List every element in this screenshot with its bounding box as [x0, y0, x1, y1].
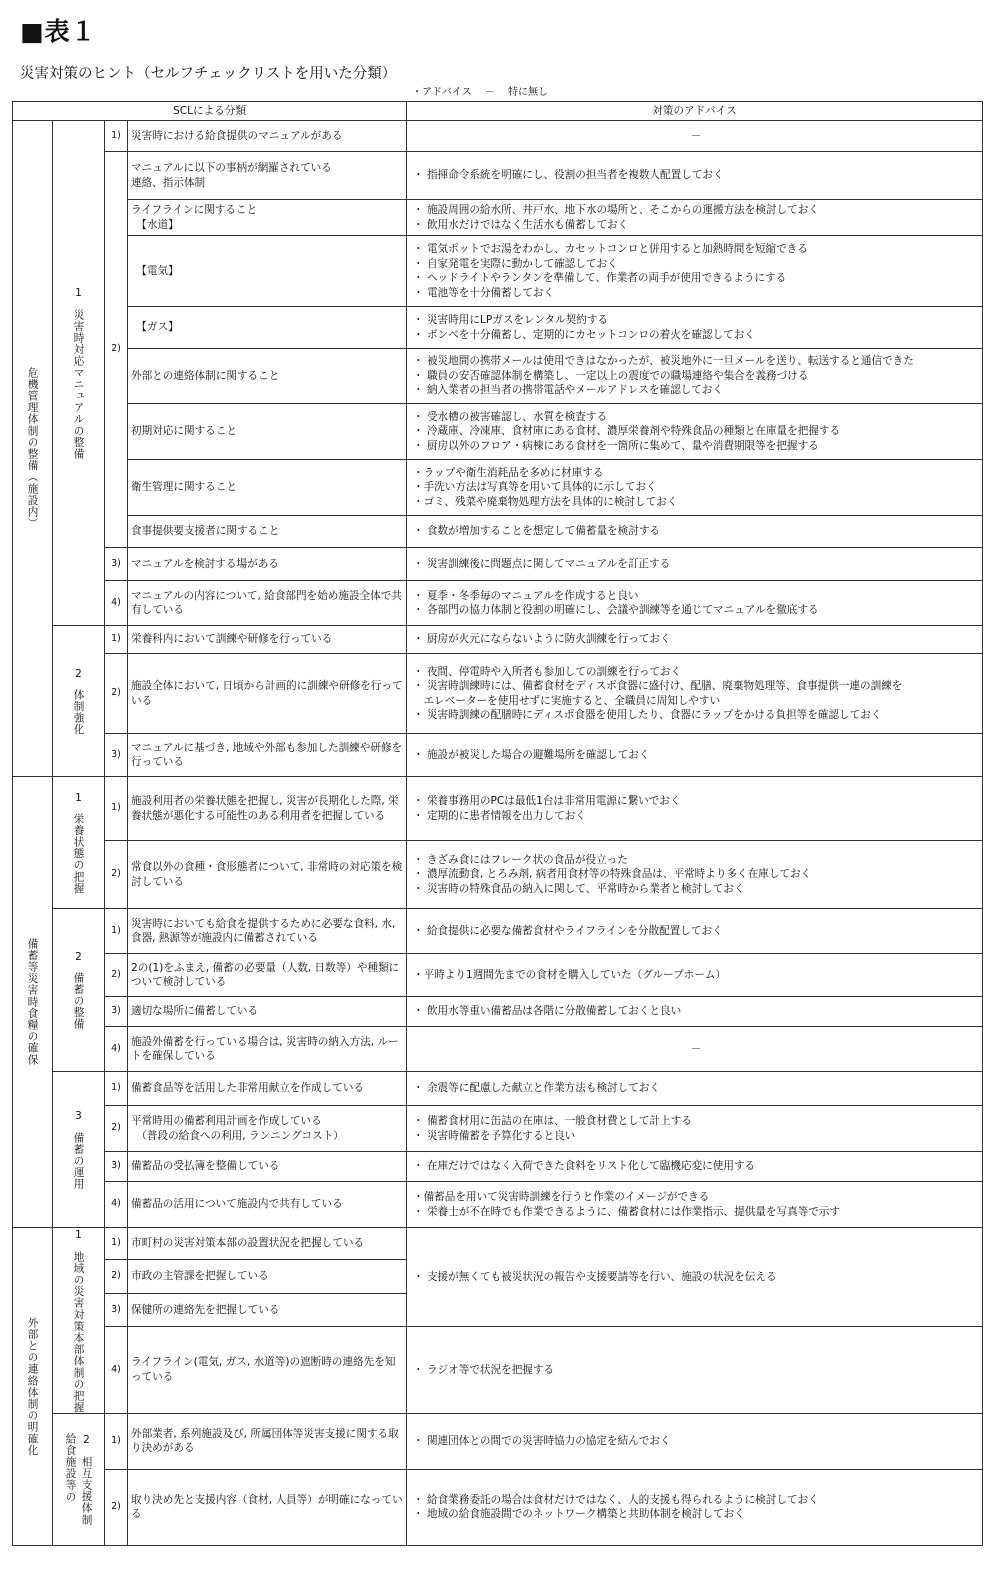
subcategory-label: 2 体制強化	[53, 626, 105, 777]
advice-cell	[407, 626, 983, 654]
row-number: 1)	[105, 121, 128, 152]
row-number: 3)	[105, 1293, 128, 1326]
checklist-item: 災害時においても給食を提供するために必要な食料, 水, 食器, 熱源等が施設内に備蓄されている	[128, 909, 407, 954]
checklist-item: 市政の主管課を把握している	[128, 1260, 407, 1293]
row-number: 4)	[105, 1327, 128, 1414]
subcategory-label: 1 栄養状態の把握	[53, 777, 105, 909]
advice-line: ・ 自家発電を実際に動かして確認しておく	[413, 257, 618, 270]
advice-cell	[407, 1228, 983, 1327]
row-number: 1)	[105, 909, 128, 954]
checklist-item: 【ガス】	[128, 307, 407, 349]
advice-cell	[407, 1152, 983, 1182]
advice-line: ・ゴミ、残菜や廃棄物処理方法を具体的に検討しておく	[413, 495, 678, 508]
checklist-item: 備蓄品の活用について施設内で共有している	[128, 1182, 407, 1228]
advice-cell	[407, 1072, 983, 1106]
row-number: 2)	[105, 1106, 128, 1152]
advice-cell	[407, 1327, 983, 1414]
checklist-item: 施設全体において, 日頃から計画的に訓練や研修を行っている	[128, 654, 407, 734]
legend-note: ・アドバイス － 特に無し	[412, 87, 549, 98]
advice-cell	[407, 460, 983, 516]
advice-line: －	[690, 1042, 702, 1055]
advice-line: ・ 災害時訓練時には、備蓄食材をディスポ食器に盛付け、配膳、廃棄物処理等、食事提供一連の訓練を	[413, 680, 903, 692]
section-label: 外部との連絡体制の明確化	[13, 1228, 53, 1546]
row-number: 1)	[105, 1413, 128, 1469]
advice-line: ・ 備蓄食材用に缶詰の在庫は、一般食材費として計上する	[413, 1115, 692, 1127]
advice-line: ・ 電気ポットでお湯をわかし、カセットコンロと併用すると加熱時間を短縮できる	[413, 243, 808, 255]
checklist-item: 衛生管理に関すること	[128, 460, 407, 516]
subcategory-label: 2 備蓄の整備	[53, 909, 105, 1072]
advice-line: ・ 厨房以外のフロア・病棟にある食材を一箇所に集めて、量や消費期限等を把握する	[413, 439, 819, 452]
row-number: 2)	[105, 841, 128, 909]
row-number: 2)	[105, 152, 128, 548]
checklist-item: 外部との連絡体制に関すること	[128, 349, 407, 404]
advice-cell	[407, 734, 983, 777]
advice-cell	[407, 581, 983, 626]
checklist-item: マニュアルに以下の事柄が網羅されている 連絡、指示体制	[128, 152, 407, 200]
section-label: 備蓄等災害時食糧の確保	[13, 777, 53, 1228]
section-label: 危機管理体制の整備（施設内）	[13, 121, 53, 777]
checklist-item: 備蓄品の受払簿を整備している	[128, 1152, 407, 1182]
advice-line: ・ 支援が無くても被災状況の報告や支援要請等を行い、施設の状況を伝える	[413, 1270, 777, 1283]
advice-line: ・平時より1週間先までの食材を購入していた（グループホーム）	[413, 968, 727, 981]
checklist-item: ライフラインに関すること 【水道】	[128, 200, 407, 236]
advice-line: ・ ヘッドライトやランタンを準備して、作業者の両手が使用できるようにする	[413, 272, 787, 284]
advice-line: ・ 余震等に配慮した献立と作業方法も検討しておく	[413, 1082, 661, 1095]
advice-line: ・ 栄養事務用のPCは最低1台は非常用電源に繋いでおく	[413, 795, 681, 807]
advice-cell	[407, 1413, 983, 1469]
checklist-item: 平常時用の備蓄利用計画を作成している （普段の給食への利用, ランニングコスト）	[128, 1106, 407, 1152]
advice-line: ・ 食数が増加することを想定して備蓄量を検討する	[413, 525, 661, 538]
advice-line: ・ 給食提供に必要な備蓄食材やライフラインを分散配置しておく	[413, 924, 723, 937]
checklist-item: 施設外備蓄を行っている場合は, 災害時の納入方法, ルートを確保している	[128, 1027, 407, 1072]
advice-line: ・備蓄品を用いて災害時訓練を行うと作業のイメージができる	[413, 1191, 710, 1203]
advice-line: ・手洗い方法は写真等を用いて具体的に示しておく	[413, 481, 657, 494]
advice-cell	[407, 1106, 983, 1152]
advice-cell	[407, 236, 983, 307]
checklist-item: 常食以外の食種・食形態者について, 非常時の対応策を検討している	[128, 841, 407, 909]
advice-line: ・ 施設が被災した場合の避難場所を確認しておく	[413, 748, 650, 761]
advice-cell	[407, 909, 983, 954]
header-advice: 対策のアドバイス	[407, 102, 983, 121]
row-number: 1)	[105, 1228, 128, 1260]
advice-line: ・ きざみ食にはフレーク状の食品が役立った	[413, 853, 628, 866]
advice-cell	[407, 654, 983, 734]
row-number: 2)	[105, 954, 128, 997]
advice-line: ・ラップや衛生消耗品を多めに材庫する	[413, 466, 604, 479]
checklist-item: 【電気】	[128, 236, 407, 307]
row-number: 3)	[105, 997, 128, 1027]
advice-cell	[407, 997, 983, 1027]
advice-cell	[407, 1182, 983, 1228]
advice-line: ・ 指揮命令系統を明確にし、役割の担当者を複数人配置しておく	[413, 169, 724, 182]
checklist-item: 外部業者, 系列施設及び, 所属団体等災害支援に関する取り決めがある	[128, 1413, 407, 1469]
advice-line: ・ 関連団体との間での災害時協力の協定を結んでおく	[413, 1435, 671, 1448]
checklist-item: 食事提供要支援者に関すること	[128, 516, 407, 548]
advice-line: ・ 納入業者の担当者の携帯電話やメールアドレスを確認しておく	[413, 384, 724, 397]
advice-line: ・ 飲用水等重い備蓄品は各階に分散備蓄しておくと良い	[413, 1005, 682, 1018]
advice-cell	[407, 1027, 983, 1072]
row-number: 4)	[105, 1027, 128, 1072]
checklist-item: 栄養科内において訓練や研修を行っている	[128, 626, 407, 654]
advice-line: エレベーターを使用せずに実施すると、全職員に周知しやすい	[413, 694, 721, 707]
advice-line: ・ 被災地間の携帯メールは使用できはなかったが、被災地外に一旦メールを送り、転送すると通信できた	[413, 355, 914, 368]
row-number: 2)	[105, 654, 128, 734]
advice-line: ・ 在庫だけではなく入荷できた食料をリスト化して臨機応変に使用する	[413, 1160, 756, 1173]
advice-line: ・ 飲用水だけではなく生活水も備蓄しておく	[413, 218, 629, 231]
advice-line: ・ 職員の安否確認体制を構築し、一定以上の震度での職場連絡や集合を義務づける	[413, 369, 809, 382]
advice-cell	[407, 777, 983, 841]
page-title: ■表１	[20, 17, 97, 46]
checklist-item: 市町村の災害対策本部の設置状況を把握している	[128, 1228, 407, 1260]
checklist-item: マニュアルを検討する場がある	[128, 548, 407, 581]
checklist-item: 災害時における給食提供のマニュアルがある	[128, 121, 407, 152]
advice-line: ・ 災害訓練後に問題点に関してマニュアルを訂正する	[413, 557, 671, 570]
page-subtitle: 災害対策のヒント（セルフチェックリストを用いた分類）	[20, 66, 397, 82]
checklist-item: 施設利用者の栄養状態を把握し, 災害が長期化した際, 栄養状態が悪化する可能性のある利用者を把握している	[128, 777, 407, 841]
advice-cell	[407, 349, 983, 404]
row-number: 1)	[105, 1072, 128, 1106]
row-number: 2)	[105, 1469, 128, 1545]
advice-cell	[407, 152, 983, 200]
checklist-item: 取り決め先と支援内容（食材, 人員等）が明確になっている	[128, 1469, 407, 1545]
advice-line: ・ 冷蔵庫、冷凍庫、食材庫にある食材、濃厚栄養剤や特殊食品の種類と在庫量を把握する	[413, 425, 841, 438]
advice-line: ・ 濃厚流動食, とろみ剤, 病者用食材等の特殊食品は、平常時より多く在庫しておく	[413, 868, 812, 881]
advice-line: ・ 災害時訓練の配膳時にディスポ食器を使用したり、食器にラップをかける負担等を確認しておく	[413, 709, 882, 721]
advice-cell	[407, 200, 983, 236]
checklist-item: マニュアルに基づき, 地域や外部も参加した訓練や研修を行っている	[128, 734, 407, 777]
checklist-item: 2の(1)をふまえ, 備蓄の必要量（人数, 日数等）や種類について検討している	[128, 954, 407, 997]
advice-cell	[407, 1469, 983, 1545]
advice-line: －	[690, 129, 702, 142]
checklist-item: 備蓄食品等を活用した非常用献立を作成している	[128, 1072, 407, 1106]
subcategory-label: 1 地域の災害対策本部体制の把握	[53, 1228, 105, 1414]
row-number: 3)	[105, 734, 128, 777]
advice-cell	[407, 404, 983, 460]
row-number: 4)	[105, 1182, 128, 1228]
advice-line: ・ 施設周囲の給水所、井戸水、地下水の場所と、そこからの運搬方法を検討しておく	[413, 204, 819, 216]
checklist-item: マニュアルの内容について, 給食部門を始め施設全体で共有している	[128, 581, 407, 626]
subcategory-label: 1 災害時対応マニュアルの整備	[53, 121, 105, 626]
advice-line: ・ 電池等を十分備蓄しておく	[413, 286, 555, 299]
advice-line: ・ 定期的に患者情報を出力しておく	[413, 809, 586, 822]
checklist-item: 保健所の連絡先を把握している	[128, 1293, 407, 1326]
advice-line: ・ 災害時備蓄を予算化すると良い	[413, 1129, 576, 1142]
advice-line: ・ 夏季・冬季毎のマニュアルを作成すると良い	[413, 589, 639, 602]
advice-line: ・ 夜間、停電時や入所者も参加しての訓練を行っておく	[413, 665, 682, 678]
advice-cell	[407, 954, 983, 997]
row-number: 2)	[105, 1260, 128, 1293]
row-number: 3)	[105, 1152, 128, 1182]
advice-cell	[407, 548, 983, 581]
checklist-item: 適切な場所に備蓄している	[128, 997, 407, 1027]
advice-line: ・ 給食業務委託の場合は食材だけではなく、人的支援も得られるように検討しておく	[413, 1493, 819, 1506]
advice-line: ・ 厨房が火元にならないように防火訓練を行っておく	[413, 633, 671, 646]
checklist-item: 初期対応に関すること	[128, 404, 407, 460]
advice-line: ・ 各部門の協力体制と役割の明確にし、会議や訓練等を通じてマニュアルを徹底する	[413, 604, 819, 616]
self-checklist-table	[12, 101, 983, 1546]
advice-cell	[407, 121, 983, 152]
checklist-item: ライフライン(電気, ガス, 水道等)の遮断時の連絡先を知っている	[128, 1327, 407, 1414]
header-classification: SCLによる分類	[13, 102, 407, 121]
advice-line: ・ 災害時の特殊食品の納入に関して、平常時から業者と検討しておく	[413, 882, 745, 895]
advice-cell	[407, 516, 983, 548]
advice-line: ・ ラジオ等で状況を把握する	[413, 1363, 555, 1376]
row-number: 3)	[105, 548, 128, 581]
row-number: 1)	[105, 777, 128, 841]
subcategory-label: 給食施設等の 2 相互支援体制	[53, 1413, 105, 1545]
row-number: 1)	[105, 626, 128, 654]
advice-line: ・ ボンベを十分備蓄し、定期的にカセットコンロの着火を確認しておく	[413, 328, 755, 341]
advice-line: ・ 栄養士が不在時でも作業できるように、備蓄食材には作業指示、提供量を写真等で示す	[413, 1205, 841, 1218]
advice-line: ・ 受水槽の被害確認し、水質を検査する	[413, 410, 608, 423]
subcategory-label: 3 備蓄の運用	[53, 1072, 105, 1228]
row-number: 4)	[105, 581, 128, 626]
advice-line: ・ 地域の給食施設間でのネットワーク構築と共助体制を検討しておく	[413, 1508, 745, 1521]
advice-line: ・ 災害時用にLPガスをレンタル契約する	[413, 314, 609, 326]
advice-cell	[407, 307, 983, 349]
advice-cell	[407, 841, 983, 909]
